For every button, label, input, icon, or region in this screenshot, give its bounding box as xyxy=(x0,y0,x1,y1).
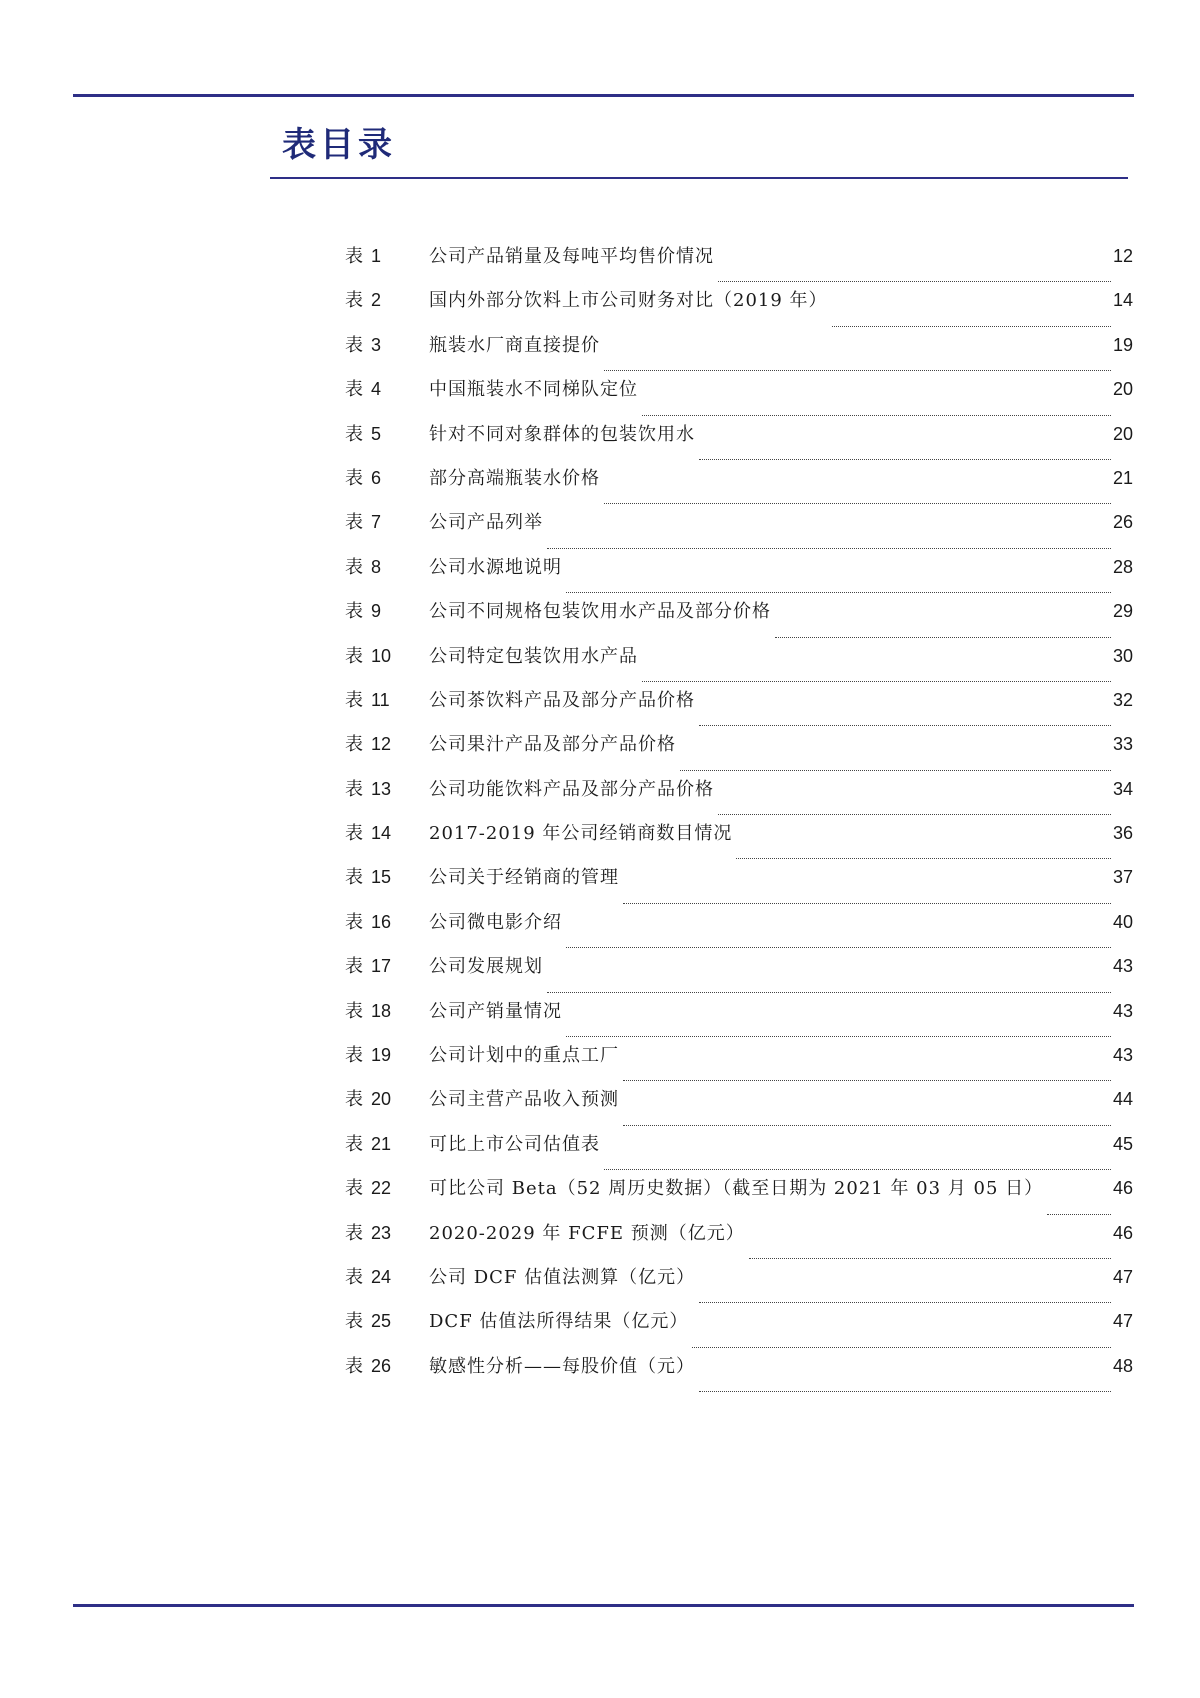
toc-entry-number: 11 xyxy=(371,689,390,710)
toc-entry-number: 10 xyxy=(371,645,392,666)
toc-entry-page[interactable]: 47 xyxy=(1112,1311,1133,1332)
toc-entry-page[interactable]: 30 xyxy=(1112,645,1133,666)
toc-entry-number: 13 xyxy=(371,778,392,799)
toc-entry-label xyxy=(345,244,429,269)
toc-entry-label xyxy=(345,1176,429,1201)
toc-entry-title[interactable]: 公司产品销量及每吨平均售价情况 xyxy=(429,246,714,267)
toc-entry-label xyxy=(345,688,429,713)
toc-dot-leader xyxy=(623,1080,1111,1081)
toc-dot-leader xyxy=(699,725,1111,726)
toc-entry-title[interactable]: 公司关于经销商的管理 xyxy=(429,867,619,889)
toc-entry-page[interactable]: 37 xyxy=(1112,867,1133,888)
toc-entry[interactable] xyxy=(345,599,1133,643)
toc-entry[interactable] xyxy=(345,466,1133,510)
toc-dot-leader xyxy=(642,681,1111,682)
toc-entry[interactable] xyxy=(345,865,1133,909)
toc-entry[interactable] xyxy=(345,1309,1133,1353)
toc-entry-number: 4 xyxy=(371,379,382,400)
toc-entry[interactable] xyxy=(345,821,1133,865)
toc-entry-page[interactable]: 46 xyxy=(1112,1222,1133,1243)
toc-entry-label xyxy=(345,288,429,313)
toc-entry-label xyxy=(345,1354,429,1379)
toc-entry[interactable] xyxy=(345,244,1133,288)
toc-entry-number: 23 xyxy=(371,1222,392,1243)
toc-entry-prefix: 表 xyxy=(345,1133,363,1155)
toc-dot-leader xyxy=(623,903,1111,904)
toc-entry[interactable] xyxy=(345,732,1133,776)
toc-dot-leader xyxy=(642,415,1111,416)
toc-dot-leader xyxy=(623,1125,1111,1126)
toc-entry-number: 18 xyxy=(371,1000,392,1021)
toc-entry-prefix: 表 xyxy=(345,645,363,667)
toc-dot-leader xyxy=(680,770,1111,771)
toc-entry-label xyxy=(345,1221,429,1246)
toc-entry-prefix: 表 xyxy=(345,467,363,489)
toc-entry-number: 26 xyxy=(371,1355,392,1376)
toc-entry-page[interactable]: 43 xyxy=(1112,956,1133,977)
toc-entry-title[interactable]: 2017-2019 年公司经销商数目情况 xyxy=(429,823,733,845)
toc-entry-label xyxy=(345,466,429,491)
toc-entry-title[interactable]: 针对不同对象群体的包装饮用水 xyxy=(429,423,695,445)
toc-entry-label xyxy=(345,777,429,802)
toc-entry-title[interactable]: 瓶装水厂商直接提价 xyxy=(429,334,600,356)
toc-entry-prefix: 表 xyxy=(345,689,363,711)
toc-entry-title[interactable]: 公司发展规划 xyxy=(429,956,543,978)
toc-entry[interactable] xyxy=(345,1221,1133,1265)
toc-entry-label xyxy=(345,1043,429,1068)
toc-entry-title[interactable]: 国内外部分饮料上市公司财务对比（2019 年） xyxy=(429,290,828,312)
toc-entry-prefix: 表 xyxy=(345,1000,363,1022)
toc-entry[interactable] xyxy=(345,1176,1133,1220)
toc-entry-number: 1 xyxy=(371,246,382,266)
toc-entry-number: 8 xyxy=(371,556,382,577)
toc-entry-label xyxy=(345,910,429,935)
toc-entry-title[interactable]: 公司主营产品收入预测 xyxy=(429,1089,619,1111)
toc-entry-number: 22 xyxy=(371,1178,392,1199)
toc-dot-leader xyxy=(736,858,1111,859)
toc-entry[interactable] xyxy=(345,910,1133,954)
toc-entry[interactable] xyxy=(345,1043,1133,1087)
toc-dot-leader xyxy=(718,281,1111,282)
toc-entry-prefix: 表 xyxy=(345,778,363,800)
toc-entry-prefix: 表 xyxy=(345,1178,363,1200)
toc-entry[interactable] xyxy=(345,1087,1133,1131)
toc-entry-label xyxy=(345,954,429,979)
toc-entry-page[interactable]: 26 xyxy=(1112,512,1133,533)
toc-entry-label xyxy=(345,999,429,1024)
toc-entry-label xyxy=(345,333,429,358)
toc-entry-prefix: 表 xyxy=(345,1266,363,1288)
toc-entry-number: 15 xyxy=(371,867,392,888)
toc-entry[interactable] xyxy=(345,555,1133,599)
toc-dot-leader xyxy=(604,370,1111,371)
toc-entry-title[interactable]: 公司特定包装饮用水产品 xyxy=(429,645,638,667)
toc-dot-leader xyxy=(718,814,1111,815)
toc-entry-page[interactable]: 34 xyxy=(1112,778,1133,799)
toc-entry-page[interactable]: 28 xyxy=(1112,556,1133,577)
toc-entry-prefix: 表 xyxy=(345,423,363,445)
toc-entry-label xyxy=(345,1087,429,1112)
toc-entry-page[interactable]: 19 xyxy=(1112,334,1133,355)
toc-entry-number: 24 xyxy=(371,1266,392,1287)
toc-dot-leader xyxy=(749,1258,1111,1259)
toc-dot-leader xyxy=(699,1302,1111,1303)
toc-entry-page[interactable]: 45 xyxy=(1112,1133,1133,1154)
toc-dot-leader xyxy=(604,503,1111,504)
toc-entry-label xyxy=(345,821,429,846)
toc-entry-number: 16 xyxy=(371,911,392,932)
toc-dot-leader xyxy=(547,548,1111,549)
toc-entry-number: 21 xyxy=(371,1133,392,1154)
toc-entry-page[interactable]: 46 xyxy=(1112,1178,1133,1199)
toc-entry-label xyxy=(345,599,429,624)
toc-entry-page[interactable]: 20 xyxy=(1112,379,1133,400)
toc-entry-number: 7 xyxy=(371,512,382,533)
toc-entry-label xyxy=(345,377,429,402)
toc-entry-number: 12 xyxy=(371,734,392,755)
toc-entry-page[interactable]: 29 xyxy=(1112,601,1133,622)
toc-dot-leader xyxy=(699,1391,1111,1392)
toc-entry-number: 14 xyxy=(371,823,392,844)
toc-entry-page[interactable]: 36 xyxy=(1112,823,1133,844)
toc-dot-leader xyxy=(604,1169,1111,1170)
toc-entry[interactable] xyxy=(345,1132,1133,1176)
toc-entry-page[interactable]: 43 xyxy=(1112,1045,1133,1066)
toc-entry-prefix: 表 xyxy=(345,556,363,578)
toc-entry-title[interactable]: 公司微电影介绍 xyxy=(429,911,562,933)
toc-entry-title[interactable]: 公司茶饮料产品及部分产品价格 xyxy=(429,689,695,711)
toc-entry-label xyxy=(345,1265,429,1290)
toc-entry-page[interactable]: 21 xyxy=(1112,467,1133,488)
title-underline xyxy=(270,177,1128,179)
toc-entry-title[interactable]: 公司计划中的重点工厂 xyxy=(429,1045,619,1067)
toc-entry-prefix: 表 xyxy=(345,512,363,534)
toc-entry-label xyxy=(345,732,429,757)
toc-entry-label xyxy=(345,510,429,535)
toc-entry-label xyxy=(345,1309,429,1334)
header-rule xyxy=(73,94,1134,97)
toc-entry[interactable] xyxy=(345,422,1133,466)
toc-dot-leader xyxy=(1047,1214,1111,1215)
toc-entry-prefix: 表 xyxy=(345,823,363,845)
toc-entry[interactable] xyxy=(345,644,1133,688)
toc-entry-prefix: 表 xyxy=(345,1222,363,1244)
toc-entry-title[interactable]: 中国瓶装水不同梯队定位 xyxy=(429,379,638,401)
toc-entry-page[interactable]: 32 xyxy=(1112,689,1133,710)
toc-entry-title[interactable]: 公司产品列举 xyxy=(429,512,543,534)
toc-entry-title[interactable]: 公司水源地说明 xyxy=(429,556,562,578)
toc-entry-title[interactable]: 公司产销量情况 xyxy=(429,1000,562,1022)
toc-entry-number: 17 xyxy=(371,956,392,977)
toc-entry[interactable] xyxy=(345,1354,1133,1398)
toc-entry-label xyxy=(345,555,429,580)
toc-entry-prefix: 表 xyxy=(345,1311,363,1333)
toc-entry-title[interactable]: 可比上市公司估值表 xyxy=(429,1133,600,1155)
toc-entry-title[interactable]: 可比公司 Beta（52 周历史数据）（截至日期为 2021 年 03 月 05 日） xyxy=(429,1178,1044,1200)
toc-entry-page[interactable]: 47 xyxy=(1112,1266,1133,1287)
toc-entry-page[interactable]: 33 xyxy=(1112,734,1133,755)
table-of-contents xyxy=(345,244,1133,1398)
toc-dot-leader xyxy=(699,459,1111,460)
toc-entry-page[interactable]: 14 xyxy=(1112,290,1133,311)
toc-entry[interactable] xyxy=(345,377,1133,421)
toc-dot-leader xyxy=(566,947,1111,948)
toc-entry-prefix: 表 xyxy=(345,1045,363,1067)
toc-entry-label xyxy=(345,644,429,669)
footer-rule xyxy=(73,1604,1134,1607)
toc-entry-page[interactable]: 20 xyxy=(1112,423,1133,444)
toc-entry-title[interactable]: 公司 DCF 估值法测算（亿元） xyxy=(429,1266,696,1288)
toc-entry-prefix: 表 xyxy=(345,379,363,401)
toc-entry-prefix: 表 xyxy=(345,867,363,889)
toc-entry-page[interactable]: 40 xyxy=(1112,911,1133,932)
toc-entry-prefix: 表 xyxy=(345,911,363,933)
toc-entry-prefix: 表 xyxy=(345,246,363,267)
toc-entry-title[interactable]: 2020-2029 年 FCFE 预测（亿元） xyxy=(429,1222,745,1244)
toc-entry[interactable] xyxy=(345,688,1133,732)
toc-entry-number: 5 xyxy=(371,423,382,444)
toc-entry-number: 25 xyxy=(371,1311,392,1332)
toc-entry-page[interactable]: 48 xyxy=(1112,1355,1133,1376)
toc-entry[interactable] xyxy=(345,288,1133,332)
toc-dot-leader xyxy=(566,592,1111,593)
toc-entry[interactable] xyxy=(345,510,1133,554)
toc-entry-title[interactable]: 公司功能饮料产品及部分产品价格 xyxy=(429,778,714,800)
toc-entry-number: 19 xyxy=(371,1045,392,1066)
toc-entry-number: 2 xyxy=(371,290,382,311)
toc-dot-leader xyxy=(692,1347,1111,1348)
toc-dot-leader xyxy=(566,1036,1111,1037)
toc-dot-leader xyxy=(775,637,1111,638)
toc-entry[interactable] xyxy=(345,954,1133,998)
toc-entry-page[interactable]: 44 xyxy=(1112,1089,1133,1110)
toc-entry-page[interactable]: 43 xyxy=(1112,1000,1133,1021)
toc-entry-label xyxy=(345,1132,429,1157)
toc-entry[interactable] xyxy=(345,999,1133,1043)
toc-entry-title[interactable]: 敏感性分析——每股价值（元） xyxy=(429,1355,695,1377)
toc-entry-prefix: 表 xyxy=(345,734,363,756)
toc-entry-title[interactable]: DCF 估值法所得结果（亿元） xyxy=(429,1311,689,1333)
page-title: 表目录 xyxy=(282,125,396,165)
toc-entry-prefix: 表 xyxy=(345,290,363,312)
toc-entry-prefix: 表 xyxy=(345,1355,363,1377)
toc-entry-label xyxy=(345,865,429,890)
toc-entry[interactable] xyxy=(345,777,1133,821)
toc-entry-page[interactable]: 12 xyxy=(1112,246,1133,266)
toc-entry-label xyxy=(345,422,429,447)
toc-dot-leader xyxy=(832,326,1111,327)
toc-entry-number: 3 xyxy=(371,334,382,355)
toc-entry-number: 6 xyxy=(371,467,382,488)
toc-entry-prefix: 表 xyxy=(345,334,363,356)
toc-entry-prefix: 表 xyxy=(345,601,363,623)
toc-entry-title[interactable]: 公司果汁产品及部分产品价格 xyxy=(429,734,676,756)
toc-entry-prefix: 表 xyxy=(345,1089,363,1111)
toc-entry-number: 20 xyxy=(371,1089,392,1110)
toc-entry-prefix: 表 xyxy=(345,956,363,978)
toc-entry-number: 9 xyxy=(371,601,382,622)
toc-dot-leader xyxy=(547,992,1111,993)
toc-entry-title[interactable]: 部分高端瓶装水价格 xyxy=(429,467,600,489)
toc-entry-title[interactable]: 公司不同规格包装饮用水产品及部分价格 xyxy=(429,601,771,623)
toc-entry[interactable] xyxy=(345,333,1133,377)
toc-entry[interactable] xyxy=(345,1265,1133,1309)
